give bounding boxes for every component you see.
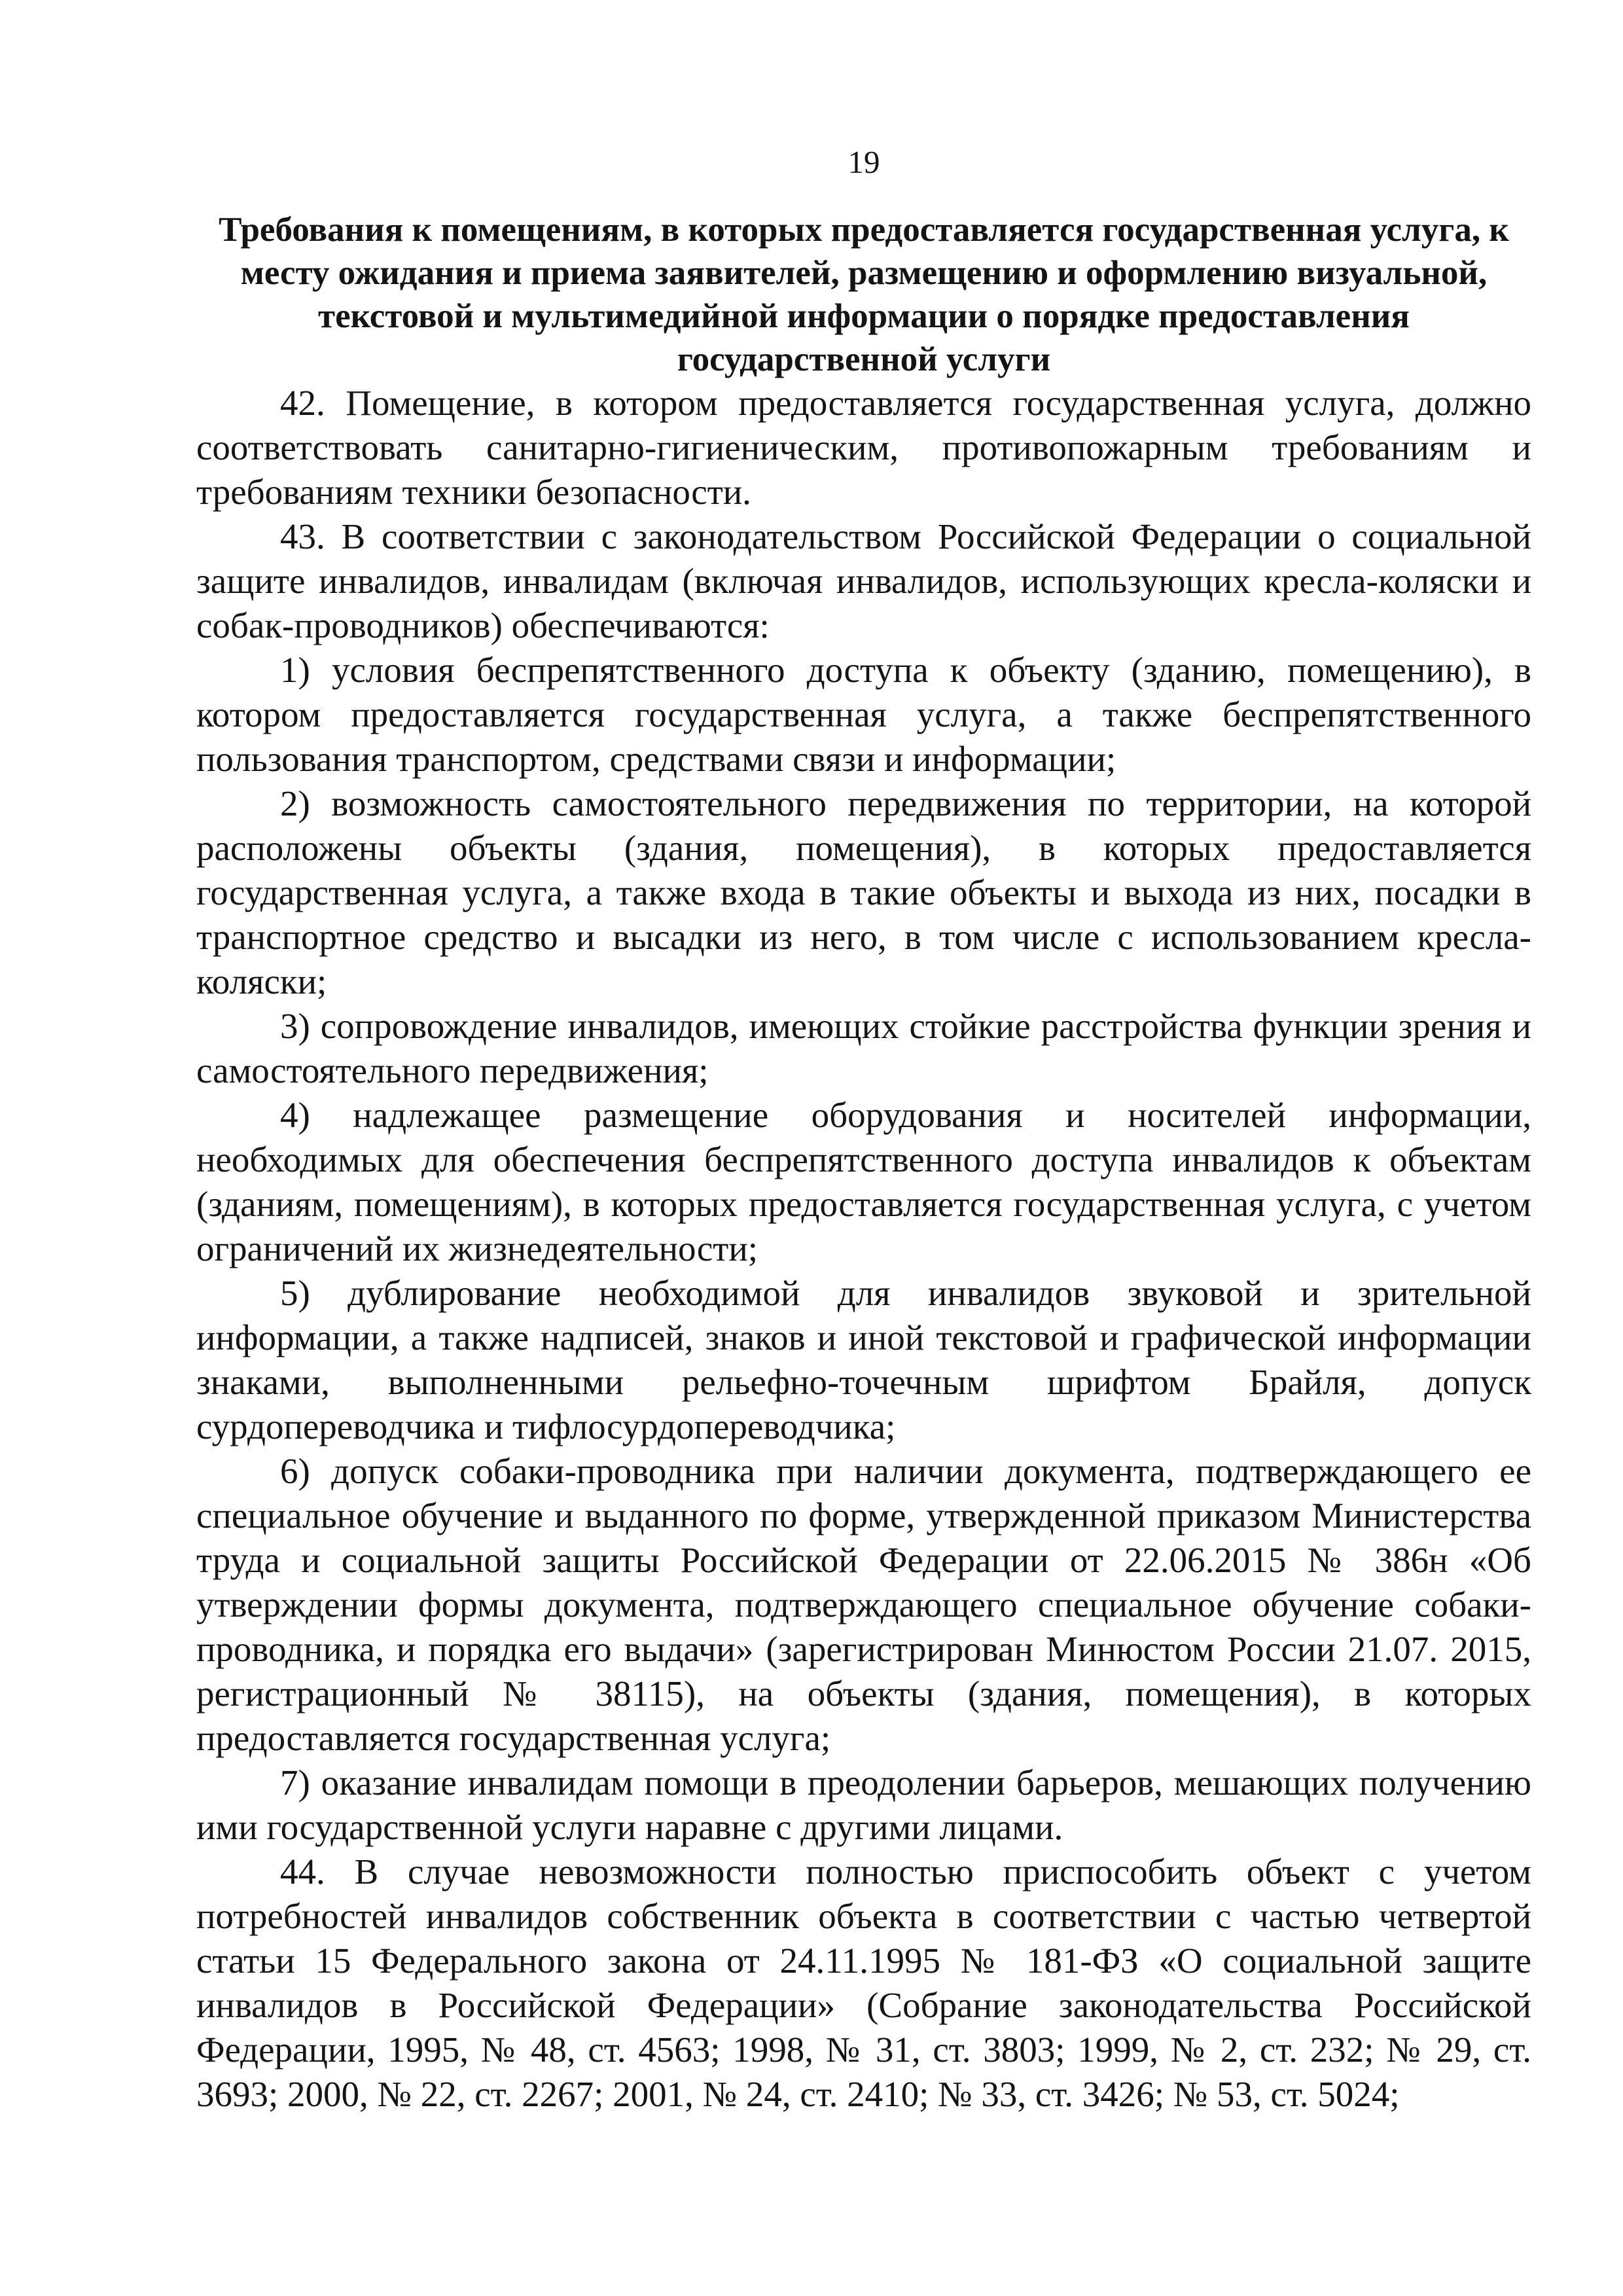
page-content [196, 143, 1531, 2117]
list-item-5: 5) дублирование необходимой для инвалидов звуковой и зрительной информации, а также надписей, знаков и иной текстовой и графической информации знаками, выполненными рельефно-точечным шрифтом Брайля, допуск сурдопереводчика и тифлосурдопереводчика; [196, 1273, 1531, 1446]
paragraph-44: 44. В случае невозможности полностью приспособить объект с учетом потребностей инвалидов собственник объекта в соответствии с частью четвертой статьи 15 Федерального закона от 24.11.1995 № 181-ФЗ «О социальной защите инвалидов в Российской Федерации» (Собрание законодательства Российской Федерации, 1995, № 48, ст. 4563; 1998, № 31, ст. 3803; 1999, № 2, ст. 232; № 29, ст. 3693; 2000, № 22, ст. 2267; 2001, № 24, ст. 2410; № 33, ст. 3426; № 53, ст. 5024; [196, 1852, 1531, 2114]
paragraph-42: 42. Помещение, в котором предоставляется государственная услуга, должно соответствовать санитарно-гигиеническим, противопожарным требованиям и требованиям техники безопасности. [196, 383, 1531, 512]
list-item-6: 6) допуск собаки-проводника при наличии документа, подтверждающего ее специальное обучение и выданного по форме, утвержденной приказом Министерства труда и социальной защиты Российской Федерации от 22.06.2015 № 386н «Об утверждении формы документа, подтверждающего специальное обучение собаки-проводника, и порядка его выдачи» (зарегистрирован Минюстом России 21.07. 2015, регистрационный № 38115), на объекты (здания, помещения), в которых предоставляется государственная услуга; [196, 1451, 1531, 1758]
section-heading: Требования к помещениям, в которых предоставляется государственная услуга, к месту ожидания и приема заявителей, размещению и оформлению визуальной, текстовой и мультимедийной информации о порядке предоставления государственной услуги [219, 211, 1509, 378]
list-item-1: 1) условия беспрепятственного доступа к объекту (зданию, помещению), в котором предоставляется государственная услуга, а также беспрепятственного пользования транспортом, средствами связи и информации; [196, 650, 1531, 779]
paragraph-43: 43. В соответствии с законодательством Российской Федерации о социальной защите инвалидов, инвалидам (включая инвалидов, использующих кресла-коляски и собак-проводников) обеспечиваются: [196, 516, 1531, 645]
list-item-2: 2) возможность самостоятельного передвижения по территории, на которой расположены объекты (здания, помещения), в которых предоставляется государственная услуга, а также входа в такие объекты и выхода из них, посадки в транспортное средство и высадки из него, в том числе с использованием кресла-коляски; [196, 783, 1531, 1001]
list-item-7: 7) оказание инвалидам помощи в преодолении барьеров, мешающих получению ими государственной услуги наравне с другими лицами. [196, 1763, 1531, 1847]
list-item-4: 4) надлежащее размещение оборудования и носителей информации, необходимых для обеспечения беспрепятственного доступа инвалидов к объектам (зданиям, помещениям), в которых предоставляется государственная услуга, с учетом ограничений их жизнедеятельности; [196, 1095, 1531, 1268]
list-item-3: 3) сопровождение инвалидов, имеющих стойкие расстройства функции зрения и самостоятельного передвижения; [196, 1006, 1531, 1090]
page-number: 19 [847, 144, 880, 180]
